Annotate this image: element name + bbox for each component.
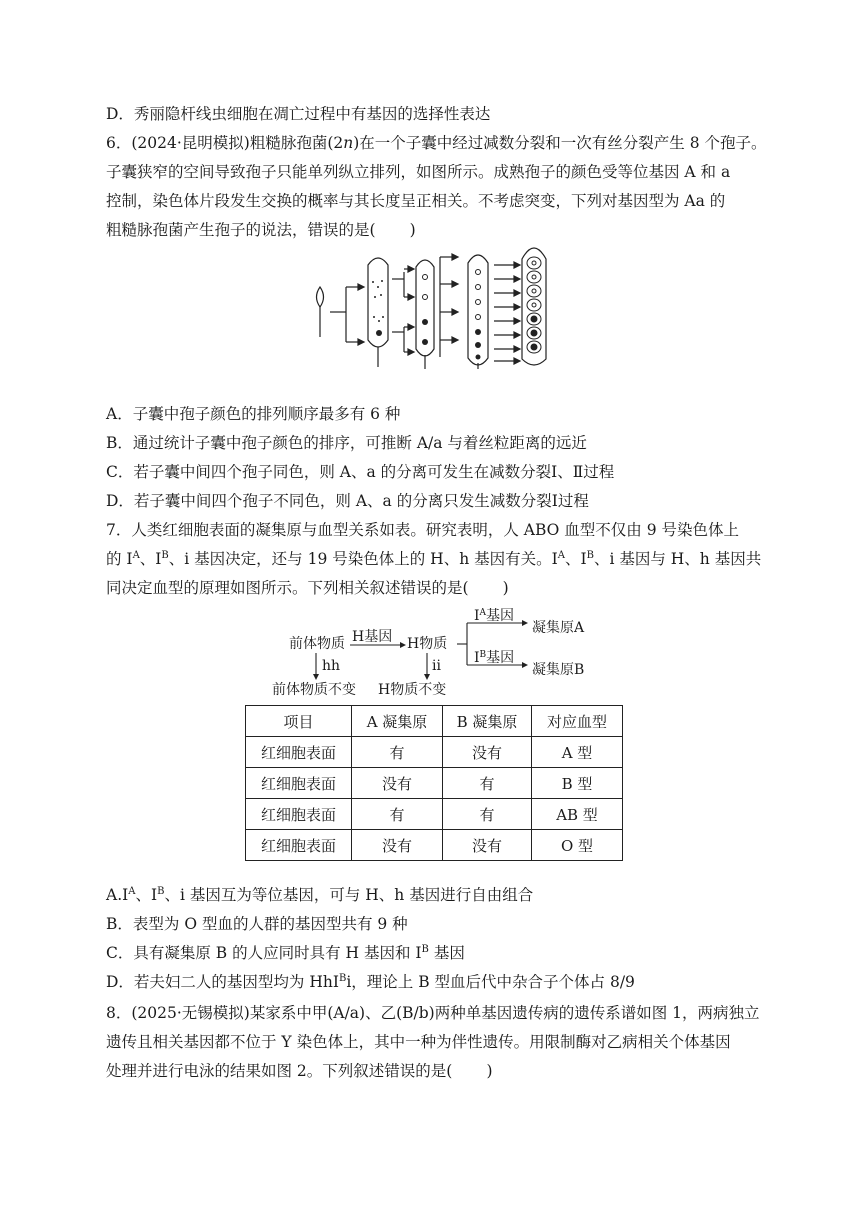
spore-arrows (494, 262, 520, 364)
q6-stem-line-1: 6．(2024·昆明模拟)粗糙脉孢菌(2n)在一个子囊中经过减数分裂和一次有丝分裂产生 8 个孢子。 (106, 134, 767, 152)
hh-label: hh (322, 658, 341, 674)
table-cell: 没有 (352, 830, 443, 861)
agglutinogen-a-label: 凝集原A (532, 620, 585, 636)
q7-stem-line-3: 同决定血型的原理如图所示。下列相关叙述错误的是( ) (106, 579, 509, 597)
table-cell: 红细胞表面 (246, 768, 352, 799)
q6-option-d: D．若子囊中间四个孢子不同色，则 A、a 的分离只发生减数分裂Ⅰ过程 (106, 492, 589, 510)
q6-option-c: C．若子囊中间四个孢子同色，则 A、a 的分离可发生在减数分裂Ⅰ、Ⅱ过程 (106, 463, 615, 481)
table-cell: 红细胞表面 (246, 799, 352, 830)
table-cell: 没有 (443, 737, 532, 768)
table-row (246, 799, 623, 830)
table-cell: 没有 (352, 768, 443, 799)
table-cell: 红细胞表面 (246, 830, 352, 861)
table-cell: 有 (352, 737, 443, 768)
spores (527, 257, 541, 353)
table-cell: 有 (443, 799, 532, 830)
ascus-development-figure (300, 237, 560, 369)
q6-stem-line-2: 子囊狭窄的空间导致孢子只能单列纵立排列，如图所示。成熟孢子的颜色受等位基因 A 和 a (106, 163, 731, 181)
table-cell: AB 型 (532, 799, 623, 830)
table-header-cell: A 凝集原 (352, 706, 443, 737)
table-cell: 有 (443, 768, 532, 799)
q7-option-b: B．表型为 O 型血的人群的基因型共有 9 种 (106, 915, 408, 933)
h-gene-label: H基因 (352, 629, 393, 645)
table-cell: 没有 (443, 830, 532, 861)
q8-stem-line-1: 8．(2025·无锡模拟)某家系中甲(A/a)、乙(B/b)两种单基因遗传病的遗传系谱如图 1，两病独立 (106, 1004, 760, 1022)
ii-label: ii (432, 658, 441, 674)
ia-gene-label: $I^A$基因 (474, 608, 515, 624)
q5-option-d: D．秀丽隐杆线虫细胞在凋亡过程中有基因的选择性表达 (106, 105, 491, 123)
q7-option-d: D．若夫妇二人的基因型均为 HhI$^B$i，理论上 B 型血后代中杂合子个体占 8/9 (106, 973, 635, 991)
table-header-cell: B 凝集原 (443, 706, 532, 737)
q6-option-a: A．子囊中孢子颜色的排列顺序最多有 6 种 (106, 405, 401, 423)
table-cell: 红细胞表面 (246, 737, 352, 768)
table-cell: A 型 (532, 737, 623, 768)
precursor-unchanged-label: 前体物质不变 (272, 682, 356, 698)
ib-gene-label: $I^B$基因 (474, 650, 515, 666)
q6-stem-line-4: 粗糙脉孢菌产生孢子的说法，错误的是( ) (106, 221, 416, 239)
ascus-stage-4 (468, 255, 488, 365)
h-substance-label: H物质 (407, 636, 448, 652)
precursor-label: 前体物质 (289, 636, 345, 652)
blood-type-table (245, 705, 623, 861)
table-header-cell: 对应血型 (532, 706, 623, 737)
table-header-row (246, 706, 623, 737)
table-row (246, 830, 623, 861)
q7-stem-line-2: 的 $I^A$、$I^B$、i 基因决定，还与 19 号染色体上的 H、h 基因有关。$I^A$、$I^B$、i 基因与 H、h 基因共 (106, 550, 762, 568)
agglutinogen-b-label: 凝集原B (532, 662, 585, 678)
q7-stem-line-1: 7．人类红细胞表面的凝集原与血型关系如表。研究表明，人 ABO 血型不仅由 9 号染色体上 (106, 521, 740, 539)
table-row (246, 768, 623, 799)
q7-option-c: C．具有凝集原 B 的人应同时具有 H 基因和 $I^B$ 基因 (106, 944, 465, 962)
q6-option-b: B．通过统计子囊中孢子颜色的排序，可推断 A/a 与着丝粒距离的远近 (106, 434, 587, 452)
q8-stem-line-2: 遗传且相关基因都不位于 Y 染色体上，其中一种为伴性遗传。用限制酶对乙病相关个体基因 (106, 1033, 731, 1051)
q6-stem-line-3: 控制，染色体片段发生交换的概率与其长度呈正相关。不考虑突变，下列对基因型为 Aa 的 (106, 192, 726, 210)
table-row (246, 737, 623, 768)
h-unchanged-label: H物质不变 (378, 682, 447, 698)
q8-stem-line-3: 处理并进行电泳的结果如图 2。下列叙述错误的是( ) (106, 1062, 493, 1080)
q7-option-a: $A.I^A$、$I^B$、i 基因互为等位基因，可与 H、h 基因进行自由组合 (106, 886, 534, 904)
table-cell: 有 (352, 799, 443, 830)
table-header-cell: 项目 (246, 706, 352, 737)
blood-type-pathway-diagram (262, 608, 602, 700)
zygote-cell (317, 287, 324, 307)
table-cell: O 型 (532, 830, 623, 861)
table-cell: B 型 (532, 768, 623, 799)
